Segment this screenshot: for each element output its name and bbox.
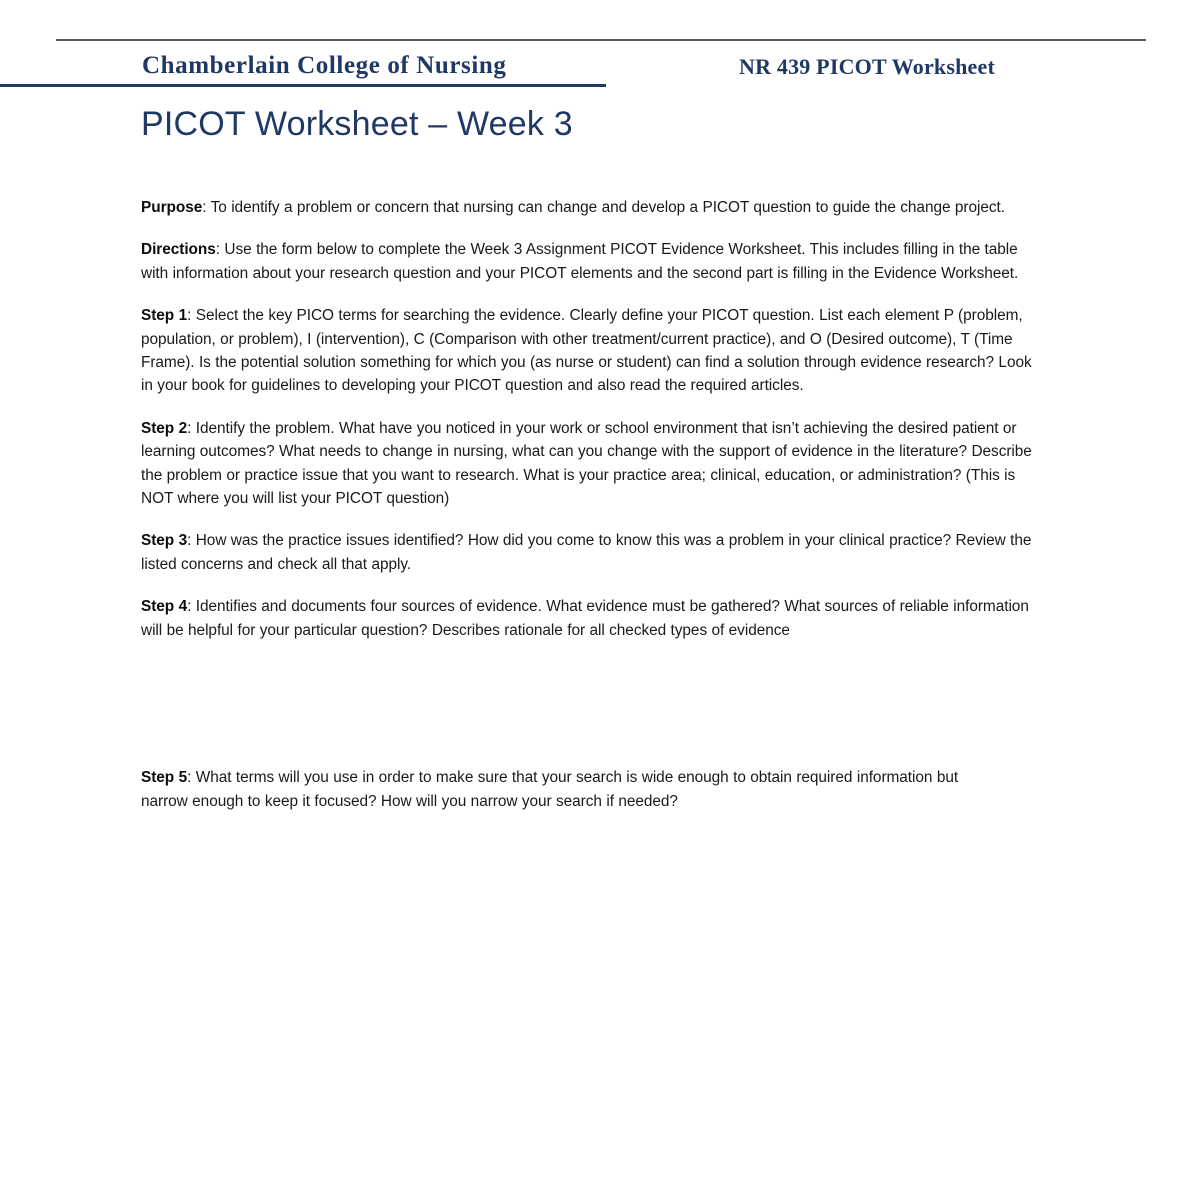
step-1-label: Step 1 [141, 307, 188, 325]
paragraph-step-1 [141, 304, 1046, 398]
paragraph-purpose [141, 196, 1031, 219]
document-body [141, 196, 1053, 832]
step-2-label: Step 2 [141, 419, 188, 437]
step-4-label: Step 4 [141, 598, 188, 616]
step-1-text: : Select the key PICO terms for searching the evidence. Clearly define your PICOT question. List each element P (problem, population, or problem), I (intervention), C (Comparison with other treatment/current practice), and O (Desired outcome), T (Time Frame). Is the potential solution something for which you (as nurse or student) can find a solution through evidence research? Look in your book for guidelines to developing your PICOT question and also read the required articles. [141, 307, 1032, 395]
header-institution-name: Chamberlain College of Nursing [142, 52, 507, 79]
header-course-document-name: NR 439 PICOT Worksheet [739, 54, 995, 79]
purpose-label: Purpose [141, 199, 203, 216]
step-2-text: : Identify the problem. What have you noticed in your work or school environment that isn’t achieving the desired patient or learning outcomes? What needs to change in nursing, what can you change with the support of evidence in the literature? Describe the problem or practice issue that you want to research. What is your practice area; clinical, education, or administration? (This is NOT where you will list your PICOT question) [141, 419, 1032, 508]
step-3-text: : How was the practice issues identified? How did you come to know this was a problem in your clinical practice? Review the listed concerns and check all that apply. [141, 532, 1032, 573]
blank-answer-space [141, 661, 1053, 766]
header-top-rule [56, 39, 1146, 41]
document-header [0, 0, 1200, 96]
paragraph-step-4 [141, 595, 1046, 642]
purpose-text: : To identify a problem or concern that nursing can change and develop a PICOT question to guide the change project. [202, 199, 1005, 216]
paragraph-step-2 [141, 417, 1051, 511]
step-5-label: Step 5 [141, 769, 188, 787]
step-3-label: Step 3 [141, 532, 188, 550]
page-title: PICOT Worksheet – Week 3 [141, 105, 573, 143]
paragraph-step-3 [141, 529, 1053, 576]
step-4-text: : Identifies and documents four sources of evidence. What evidence must be gathered? What sources of reliable information will be helpful for your particular question? Describes rationale for all checked types of evidence [141, 598, 1029, 639]
header-bottom-rule [0, 84, 606, 87]
paragraph-step-5 [141, 766, 993, 813]
paragraph-directions [141, 238, 1041, 285]
directions-text: : Use the form below to complete the Week 3 Assignment PICOT Evidence Worksheet. This includes filling in the table with information about your research question and your PICOT elements and the second part is filling in the Evidence Worksheet. [141, 241, 1019, 282]
directions-label: Directions [141, 241, 216, 259]
step-5-text: : What terms will you use in order to make sure that your search is wide enough to obtain required information but narrow enough to keep it focused? How will you narrow your search if needed? [141, 769, 959, 810]
